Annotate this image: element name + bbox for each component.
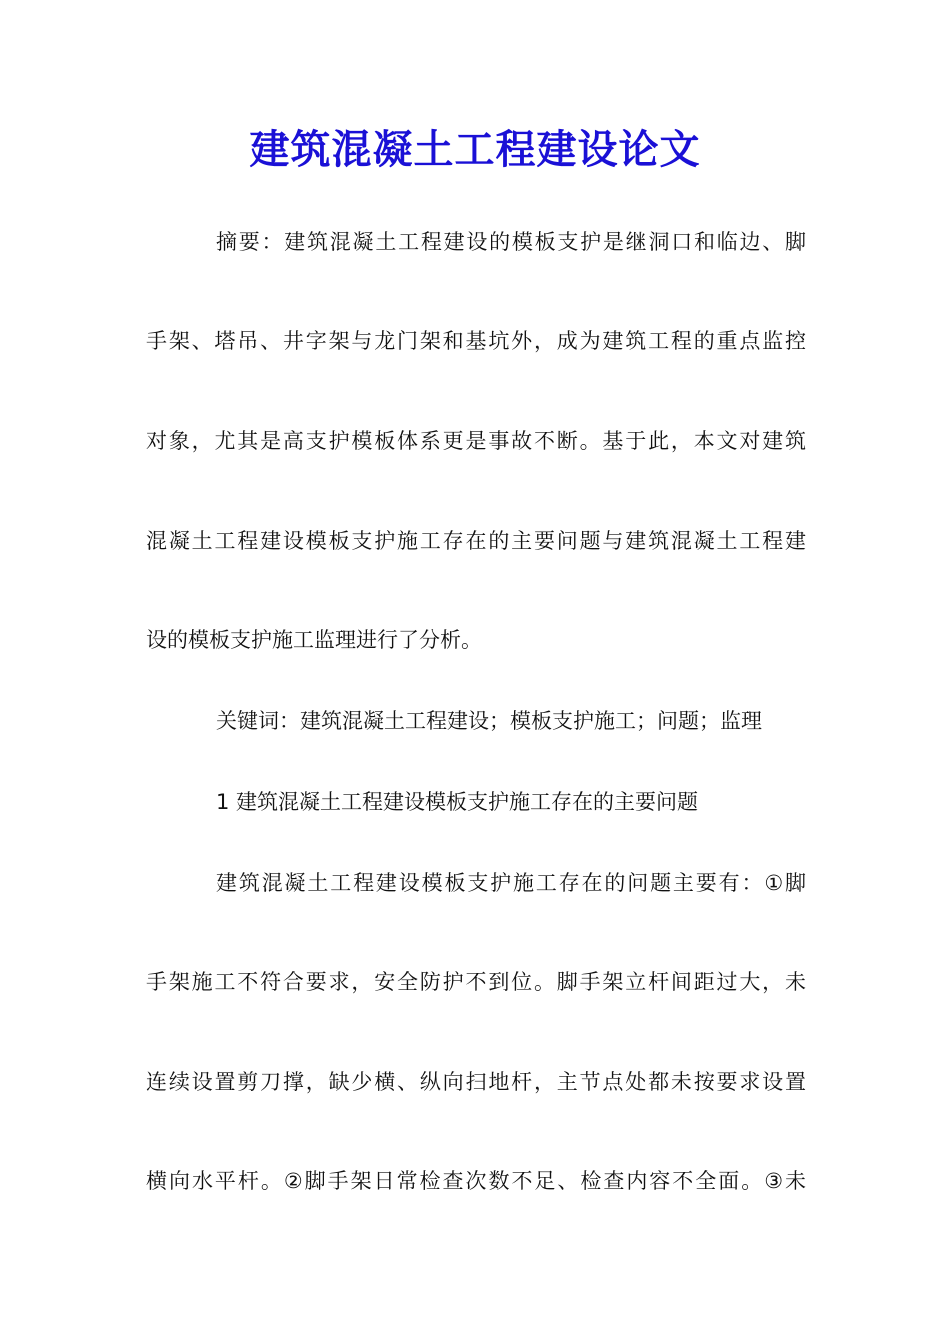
abstract-line-3: 对象，尤其是高支护模板体系更是事故不断。基于此，本文对建筑 [146, 429, 806, 453]
section-heading: 1 建筑混凝土工程建设模板支护施工存在的主要问题 [216, 790, 699, 814]
abstract-line-4: 混凝土工程建设模板支护施工存在的主要问题与建筑混凝土工程建 [146, 529, 806, 553]
keywords-line: 关键词：建筑混凝土工程建设；模板支护施工；问题；监理 [216, 709, 762, 733]
abstract-line-2: 手架、塔吊、井字架与龙门架和基坑外，成为建筑工程的重点监控 [146, 329, 806, 353]
abstract-line-5: 设的模板支护施工监理进行了分析。 [146, 628, 482, 652]
document-title: 建筑混凝土工程建设论文 [249, 126, 701, 173]
body-line-4: 横向水平杆。②脚手架日常检查次数不足、检查内容不全面。③未 [146, 1169, 806, 1193]
abstract-line-1: 摘要：建筑混凝土工程建设的模板支护是继洞口和临边、脚 [216, 230, 806, 254]
body-line-1: 建筑混凝土工程建设模板支护施工存在的问题主要有：①脚 [216, 871, 806, 895]
body-line-2: 手架施工不符合要求，安全防护不到位。脚手架立杆间距过大，未 [146, 970, 806, 994]
body-line-3: 连续设置剪刀撑，缺少横、纵向扫地杆，主节点处都未按要求设置 [146, 1070, 806, 1094]
